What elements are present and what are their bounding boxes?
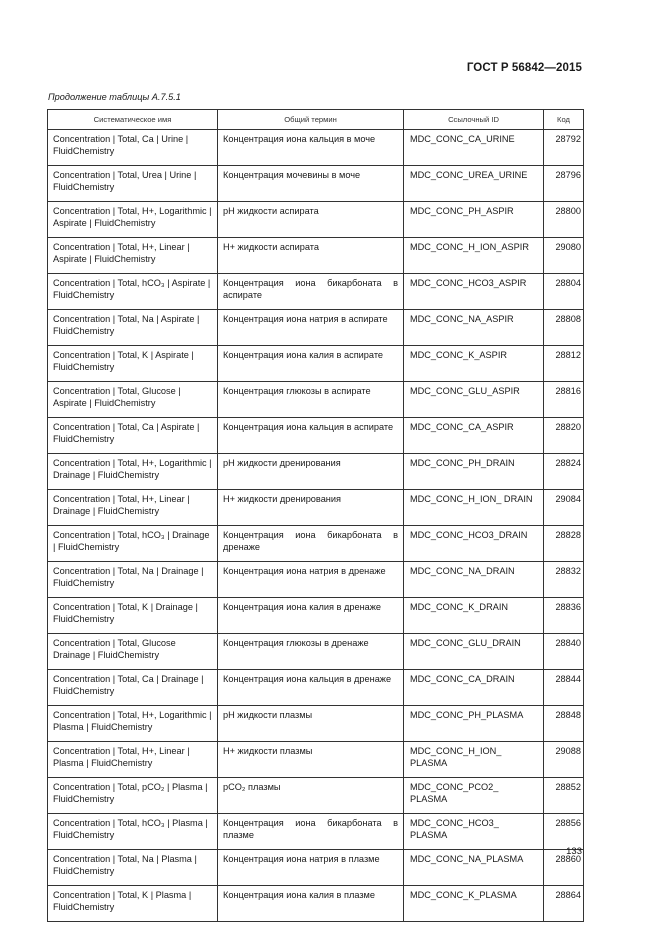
cell-systematic-name: Concentration | Total, Ca | Aspirate | FluidChemistry [48, 418, 218, 454]
cell-common-term: pH жидкости дренирования [218, 454, 404, 490]
cell-systematic-name: Concentration | Total, K | Plasma | FluidChemistry [48, 886, 218, 922]
table-header [48, 110, 584, 130]
table-row [48, 238, 584, 274]
cell-systematic-name: Concentration | Total, hCO₃ | Aspirate | FluidChemistry [48, 274, 218, 310]
cell-common-term: Концентрация глюкозы в аспирате [218, 382, 404, 418]
cell-code: 28800 [544, 202, 584, 238]
cell-systematic-name: Concentration | Total, H+, Logarithmic | Plasma | FluidChemistry [48, 706, 218, 742]
table-row [48, 778, 584, 814]
cell-systematic-name: Concentration | Total, Na | Aspirate | FluidChemistry [48, 310, 218, 346]
cell-code: 28840 [544, 634, 584, 670]
table-row [48, 742, 584, 778]
table-body [48, 130, 584, 922]
cell-code: 28836 [544, 598, 584, 634]
cell-common-term: Концентрация иона кальция в моче [218, 130, 404, 166]
cell-common-term: H+ жидкости плазмы [218, 742, 404, 778]
cell-systematic-name: Concentration | Total, Glucose | Aspirate | FluidChemistry [48, 382, 218, 418]
cell-systematic-name: Concentration | Total, H+, Linear | Plasma | FluidChemistry [48, 742, 218, 778]
table-row [48, 454, 584, 490]
cell-code: 28832 [544, 562, 584, 598]
table-row [48, 670, 584, 706]
cell-reference-id: MDC_CONC_CA_DRAIN [404, 670, 544, 706]
cell-reference-id: MDC_CONC_HCO3_ASPIR [404, 274, 544, 310]
table-row [48, 346, 584, 382]
table-caption: Продолжение таблицы А.7.5.1 [48, 92, 181, 102]
cell-common-term: Концентрация иона кальция в дренаже [218, 670, 404, 706]
cell-common-term: Концентрация иона натрия в дренаже [218, 562, 404, 598]
cell-code: 29084 [544, 490, 584, 526]
cell-reference-id: MDC_CONC_UREA_URINE [404, 166, 544, 202]
cell-code: 28804 [544, 274, 584, 310]
cell-code: 28816 [544, 382, 584, 418]
column-header-common-term: Общий термин [218, 110, 404, 130]
cell-code: 28808 [544, 310, 584, 346]
cell-code: 28844 [544, 670, 584, 706]
cell-code: 28824 [544, 454, 584, 490]
cell-systematic-name: Concentration | Total, Ca | Urine | FluidChemistry [48, 130, 218, 166]
cell-systematic-name: Concentration | Total, Urea | Urine | FluidChemistry [48, 166, 218, 202]
cell-common-term: Концентрация иона калия в аспирате [218, 346, 404, 382]
cell-common-term: Концентрация иона бикарбоната в плазме [218, 814, 404, 850]
cell-code: 28820 [544, 418, 584, 454]
cell-common-term: Концентрация иона калия в плазме [218, 886, 404, 922]
table-row [48, 814, 584, 850]
cell-reference-id: MDC_CONC_NA_DRAIN [404, 562, 544, 598]
cell-reference-id: MDC_CONC_H_ION_ DRAIN [404, 490, 544, 526]
cell-common-term: pH жидкости аспирата [218, 202, 404, 238]
cell-reference-id: MDC_CONC_GLU_ASPIR [404, 382, 544, 418]
cell-systematic-name: Concentration | Total, Na | Drainage | FluidChemistry [48, 562, 218, 598]
table-row [48, 166, 584, 202]
cell-common-term: Концентрация мочевины в моче [218, 166, 404, 202]
cell-reference-id: MDC_CONC_HCO3_ PLASMA [404, 814, 544, 850]
cell-reference-id: MDC_CONC_H_ION_ASPIR [404, 238, 544, 274]
cell-code: 29080 [544, 238, 584, 274]
cell-common-term: H+ жидкости дренирования [218, 490, 404, 526]
cell-reference-id: MDC_CONC_CA_ASPIR [404, 418, 544, 454]
cell-code: 28864 [544, 886, 584, 922]
cell-code: 28852 [544, 778, 584, 814]
cell-reference-id: MDC_CONC_NA_ASPIR [404, 310, 544, 346]
cell-code: 28812 [544, 346, 584, 382]
cell-systematic-name: Concentration | Total, H+, Linear | Drainage | FluidChemistry [48, 490, 218, 526]
table-row [48, 562, 584, 598]
cell-code: 28848 [544, 706, 584, 742]
cell-systematic-name: Concentration | Total, Ca | Drainage | FluidChemistry [48, 670, 218, 706]
column-header-systematic-name: Систематическое имя [48, 110, 218, 130]
cell-reference-id: MDC_CONC_K_ASPIR [404, 346, 544, 382]
cell-code: 28828 [544, 526, 584, 562]
cell-systematic-name: Concentration | Total, K | Aspirate | FluidChemistry [48, 346, 218, 382]
page-number: 133 [566, 846, 582, 857]
cell-systematic-name: Concentration | Total, K | Drainage | FluidChemistry [48, 598, 218, 634]
header-row [48, 110, 584, 130]
table-row [48, 526, 584, 562]
cell-reference-id: MDC_CONC_PCO2_ PLASMA [404, 778, 544, 814]
cell-common-term: Концентрация иона кальция в аспирате [218, 418, 404, 454]
table-row [48, 274, 584, 310]
column-header-reference-id: Ссылочный ID [404, 110, 544, 130]
cell-systematic-name: Concentration | Total, hCO₃ | Plasma | FluidChemistry [48, 814, 218, 850]
cell-common-term: Концентрация иона натрия в плазме [218, 850, 404, 886]
column-header-code: Код [544, 110, 584, 130]
cell-code: 28860 [544, 850, 584, 886]
cell-common-term: Концентрация иона бикарбоната в аспирате [218, 274, 404, 310]
table-row [48, 886, 584, 922]
cell-systematic-name: Concentration | Total, pCO₂ | Plasma | FluidChemistry [48, 778, 218, 814]
cell-common-term: pCO₂ плазмы [218, 778, 404, 814]
cell-reference-id: MDC_CONC_H_ION_ PLASMA [404, 742, 544, 778]
cell-common-term: H+ жидкости аспирата [218, 238, 404, 274]
cell-reference-id: MDC_CONC_NA_PLASMA [404, 850, 544, 886]
cell-code: 28796 [544, 166, 584, 202]
document-header: ГОСТ Р 56842—2015 [466, 62, 582, 74]
table-row [48, 598, 584, 634]
cell-systematic-name: Concentration | Total, H+, Logarithmic | Drainage | FluidChemistry [48, 454, 218, 490]
table-row [48, 130, 584, 166]
table-row [48, 634, 584, 670]
table-row [48, 310, 584, 346]
cell-code: 28856 [544, 814, 584, 850]
cell-reference-id: MDC_CONC_GLU_DRAIN [404, 634, 544, 670]
table-row [48, 850, 584, 886]
table-row [48, 490, 584, 526]
cell-code: 28792 [544, 130, 584, 166]
cell-systematic-name: Concentration | Total, Glucose Drainage | FluidChemistry [48, 634, 218, 670]
cell-common-term: Концентрация иона калия в дренаже [218, 598, 404, 634]
cell-systematic-name: Concentration | Total, hCO₃ | Drainage | FluidChemistry [48, 526, 218, 562]
cell-systematic-name: Concentration | Total, Na | Plasma | FluidChemistry [48, 850, 218, 886]
table-row [48, 202, 584, 238]
cell-reference-id: MDC_CONC_PH_PLASMA [404, 706, 544, 742]
cell-reference-id: MDC_CONC_K_DRAIN [404, 598, 544, 634]
cell-common-term: Концентрация глюкозы в дренаже [218, 634, 404, 670]
cell-code: 29088 [544, 742, 584, 778]
cell-reference-id: MDC_CONC_CA_URINE [404, 130, 544, 166]
cell-systematic-name: Concentration | Total, H+, Linear | Aspirate | FluidChemistry [48, 238, 218, 274]
cell-common-term: pH жидкости плазмы [218, 706, 404, 742]
table-row [48, 706, 584, 742]
cell-systematic-name: Concentration | Total, H+, Logarithmic | Aspirate | FluidChemistry [48, 202, 218, 238]
data-table [47, 109, 584, 922]
cell-common-term: Концентрация иона бикарбоната в дренаже [218, 526, 404, 562]
cell-reference-id: MDC_CONC_HCO3_DRAIN [404, 526, 544, 562]
table-row [48, 418, 584, 454]
cell-reference-id: MDC_CONC_PH_DRAIN [404, 454, 544, 490]
table-row [48, 382, 584, 418]
cell-reference-id: MDC_CONC_K_PLASMA [404, 886, 544, 922]
cell-reference-id: MDC_CONC_PH_ASPIR [404, 202, 544, 238]
cell-common-term: Концентрация иона натрия в аспирате [218, 310, 404, 346]
